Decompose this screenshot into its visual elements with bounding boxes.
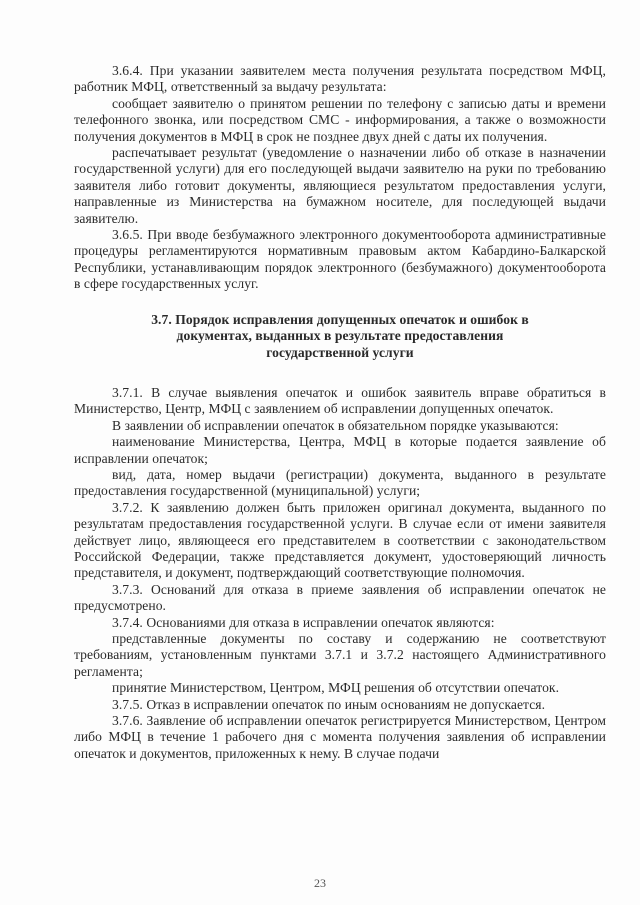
section-heading-3-7 bbox=[74, 312, 606, 361]
paragraph-3-6-5: 3.6.5. При вводе безбумажного электронного документооборота административные процедуры регламентируются нормативным правовым актом Кабардино-Балкарской Республики, устанавливающим порядок электронного (безбумажного) документооборота в сфере государственных услуг. bbox=[74, 227, 606, 292]
section-heading-line: 3.7. Порядок исправления допущенных опечаток и ошибок в bbox=[151, 311, 529, 327]
paragraph-3-7-3: 3.7.3. Оснований для отказа в приеме заявления об исправлении опечаток не предусмотрено. bbox=[74, 581, 606, 614]
section-heading-line: документах, выданных в результате предоставления bbox=[176, 328, 504, 344]
paragraph-3-7-2: 3.7.2. К заявлению должен быть приложен оригинал документа, выданного по результатам предоставления государственной услуги. В случае если от имени заявителя действует лицо, являющееся его представителем в соответствии с законодательством Российской Федерации, также представляется документ, удостоверяющий личность представителя, и документ, подтверждающий соответствующие полномочия. bbox=[74, 499, 606, 581]
paragraph-authority-name: наименование Министерства, Центра, МФЦ в которые подается заявление об исправлении опечаток; bbox=[74, 434, 606, 466]
paragraph-3-7-1: 3.7.1. В случае выявления опечаток и ошибок заявитель вправе обратиться в Министерство, Центр, МФЦ с заявлением об исправлении допущенных опечаток. bbox=[74, 384, 606, 417]
paragraph-3-7-6: 3.7.6. Заявление об исправлении опечаток регистрируется Министерством, Центром либо МФЦ в течение 1 рабочего дня с момента получения заявления об исправлении опечаток и документов, приложенных к нему. В случае подачи bbox=[74, 713, 606, 761]
page-number: 23 bbox=[314, 876, 326, 890]
paragraph-notify-by-phone: сообщает заявителю о принятом решении по телефону с записью даты и времени телефонного звонка, или посредством СМС - информирования, а также о возможности получения документов в МФЦ в срок не позднее двух дней с даты их получения. bbox=[74, 95, 606, 144]
document-body bbox=[74, 63, 606, 762]
paragraph-application-contents: В заявлении об исправлении опечаток в обязательном порядке указываются: bbox=[112, 417, 559, 433]
section-heading-line: государственной услуги bbox=[266, 344, 414, 360]
paragraph-document-type: вид, дата, номер выдачи (регистрации) документа, выданного в результате предоставления государственной (муниципальной) услуги; bbox=[74, 466, 606, 499]
paragraph-3-6-4: 3.6.4. При указании заявителем места получения результата посредством МФЦ, работник МФЦ, ответственный за выдачу результата: bbox=[74, 63, 606, 95]
paragraph-no-typos-decision: принятие Министерством, Центром, МФЦ решения об отсутствии опечаток. bbox=[112, 680, 560, 696]
paragraph-documents-mismatch: представленные документы по составу и содержанию не соответствуют требованиям, установленным пунктами 3.7.1 и 3.7.2 настоящего Административного регламента; bbox=[74, 631, 606, 679]
paragraph-3-7-5: 3.7.5. Отказ в исправлении опечаток по иным основаниям не допускается. bbox=[112, 696, 546, 712]
paragraph-print-result: распечатывает результат (уведомление о назначении либо об отказе в назначении государственной услуги) для его последующей выдачи заявителю на руки по требованию заявителя либо готовит документы, являющиеся результатом предоставления услуги, направленные из Министерства на бумажном носителе, для последующей выдачи заявителю. bbox=[74, 145, 606, 226]
paragraph-3-7-4: 3.7.4. Основаниями для отказа в исправлении опечаток являются: bbox=[112, 614, 495, 630]
